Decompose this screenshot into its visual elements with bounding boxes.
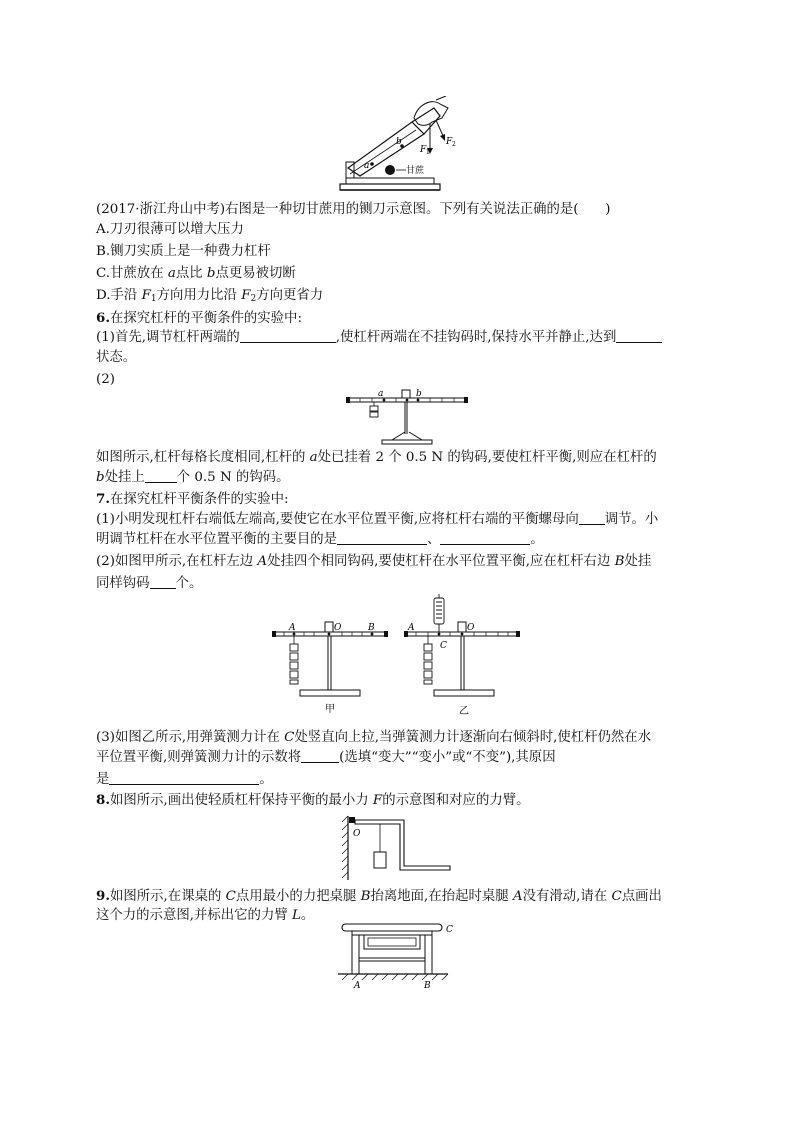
label-f1: F: [420, 145, 427, 155]
q6-part2-line2: [96, 469, 290, 487]
q9-l2-text1: 这个力的示意图,并标出它的力臂: [96, 908, 292, 923]
q6-p3-text2: 处已挂着 2 个 0.5 N 的钩码,要使杠杆平衡,则应在杠杆的: [317, 450, 657, 465]
q8-fig-label-o: O: [353, 829, 361, 839]
yi-label-o: O: [467, 623, 475, 633]
jia-label-b: B: [368, 623, 375, 633]
q7-part3-line3: [96, 771, 273, 789]
yi-label-c: C: [440, 641, 447, 651]
label-f2: F: [446, 137, 453, 147]
q8-text2: 的示意图和对应的力臂。: [382, 793, 530, 808]
q8-text1: 如图所示,画出使轻质杠杆保持平衡的最小力: [109, 793, 373, 808]
label-a: a: [364, 161, 370, 171]
yi-label-a: A: [408, 623, 415, 633]
q5-option-d: [96, 287, 323, 308]
q7-p4-text2: 个。: [175, 576, 203, 591]
q7-p6-text1: 平位置平衡,则弹簧测力计的示数将: [96, 750, 302, 765]
q8-lever-figure: [340, 812, 454, 882]
q6-part2-label: (2): [96, 372, 115, 387]
q5-c-var-b: b: [206, 266, 216, 281]
q5-d-text1: D.手沿: [96, 288, 142, 303]
q9-l1-text1: 如图所示,在课桌的: [109, 889, 226, 904]
q6-title: [96, 309, 302, 328]
q5-option-a: A.刀刃很薄可以增大压力: [96, 222, 244, 237]
q7-blank-4[interactable]: [150, 575, 176, 589]
q9-fig-label-c: C: [446, 925, 453, 935]
q7-part2-line1: [96, 553, 651, 571]
q7-part1-line1: [96, 511, 658, 529]
q6-blank-1[interactable]: [240, 329, 336, 343]
q9-fig-label-b: B: [424, 981, 431, 991]
q6-part1-end: 状态。: [96, 350, 137, 365]
q7-p3-text3: 处挂: [624, 554, 652, 569]
q5-c-var-a: a: [167, 266, 176, 281]
q9-l1-text2: 点用最小的力把桌腿: [235, 889, 361, 904]
q6-fig-label-a: a: [378, 389, 384, 399]
q5-d-text3: 方向更省力: [256, 288, 324, 303]
q9-l1-text4: 没有滑动,请在: [522, 889, 612, 904]
q6-part2-line1: [96, 449, 657, 467]
q7-blank-2[interactable]: [337, 531, 427, 545]
q7-part3-line2: [96, 749, 556, 767]
q7-figure-jia: [272, 620, 388, 720]
q9-l1-text5: 点画出: [621, 889, 662, 904]
q7-title: [96, 490, 289, 509]
q9-l1-var-a: A: [512, 889, 523, 904]
q5-d-var-f1: F: [141, 288, 151, 303]
q7-p1-text1: (1)小明发现杠杆右端低左端高,要使它在水平位置平衡,应将杠杆右端的平衡螺母向: [96, 512, 579, 527]
q7-number: 7.: [96, 491, 110, 507]
q5-d-text2: 方向用力比沿: [156, 288, 242, 303]
q7-p1-text2: 调节。小: [604, 512, 659, 527]
q5-option-c: [96, 265, 296, 283]
q6-p3-var-a: a: [309, 450, 318, 465]
q6-blank-2[interactable]: [616, 329, 662, 343]
q8-number: 8.: [96, 792, 110, 808]
q6-p1-text1: (1)首先,调节杠杆两端的: [96, 330, 240, 345]
q5-c-text3: 点更易被切断: [215, 266, 296, 281]
q5-d-sub2: 2: [250, 294, 257, 304]
q6-p3-text1: 如图所示,杠杆每格长度相同,杠杆的: [96, 450, 310, 465]
q6-number: 6.: [96, 310, 110, 326]
q5-d-sub1: 1: [150, 294, 157, 304]
label-f1-sub: 1: [426, 149, 430, 156]
q9-desk-figure: [336, 920, 460, 992]
q7-p5-text2: 处竖直向上拉,当弹簧测力计逐渐向右倾斜时,使杠杆仍然在水: [294, 730, 652, 745]
q7-p2-text3: 。: [530, 532, 544, 547]
q9-l1-text3: 抬离地面,在抬起时桌腿: [370, 889, 513, 904]
label-cane: 甘蔗: [406, 166, 425, 176]
q6-p4-text1: 处挂上: [104, 470, 145, 485]
q7-part1-line2: [96, 531, 544, 549]
q5-d-var-f2: F: [241, 288, 251, 303]
q7-p6-text2: (选填“变大”“变小”或“不变”),其原因: [339, 750, 556, 765]
q9-l1-var-c: C: [225, 889, 236, 904]
q6-p4-text2: 个 0.5 N 的钩码。: [176, 470, 290, 485]
q9-fig-label-a: A: [354, 981, 361, 991]
q6-p1-text2: ,使杠杆两端在不挂钩码时,保持水平并静止,达到: [335, 330, 617, 345]
q7-p7-text2: 。: [259, 772, 273, 787]
jia-label-o: O: [334, 623, 342, 633]
jia-label-a: A: [289, 623, 296, 633]
q7-p2-text1: 明调节杠杆在水平位置平衡的主要目的是: [96, 532, 338, 547]
q7-p2-text2: 、: [427, 532, 441, 547]
q7-p3-text2: 处挂四个相同钩码,要使杠杆在水平位置平衡,应在杠杆右边: [267, 554, 615, 569]
q7-part3-line1: [96, 729, 651, 747]
chaff-cutter-figure: [336, 96, 466, 196]
q7-blank-1[interactable]: [579, 511, 605, 525]
q5-c-text1: C.甘蔗放在: [96, 266, 168, 281]
q7-blank-6[interactable]: [109, 771, 259, 785]
q6-blank-3[interactable]: [145, 469, 177, 483]
q8-var-f: F: [372, 793, 383, 808]
q6-fig-label-b: b: [416, 389, 422, 399]
q5-option-b: B.铡刀实质上是一种费力杠杆: [96, 244, 271, 259]
q6-part1: [96, 329, 662, 347]
label-b: b: [396, 137, 402, 147]
q8-text: [96, 791, 530, 810]
q7-p5-var-c: C: [284, 730, 295, 745]
q7-title-text: 在探究杠杆平衡条件的实验中:: [109, 492, 289, 507]
q7-part2-line2: [96, 575, 202, 593]
q7-blank-5[interactable]: [301, 749, 339, 763]
q5-stem: (2017·浙江舟山中考)右图是一种切甘蔗用的铡刀示意图。下列有关说法正确的是( ): [96, 202, 611, 217]
q7-p3-var-a: A: [257, 554, 268, 569]
label-f2-sub: 2: [452, 141, 456, 148]
q5-c-text2: 点比: [175, 266, 207, 281]
q7-p5-text1: (3)如图乙所示,用弹簧测力计在: [96, 730, 285, 745]
q9-line1: [96, 887, 662, 906]
q6-lever-figure: [346, 386, 468, 446]
q7-figure-yi: [404, 592, 522, 720]
q7-p7-text1: 是: [96, 772, 110, 787]
q7-p3-var-b: B: [614, 554, 625, 569]
q9-number: 9.: [96, 888, 110, 904]
q9-l1-var-c2: C: [611, 889, 622, 904]
yi-caption: 乙: [459, 706, 469, 717]
q9-line2: [96, 907, 314, 925]
q7-p4-text1: 同样钩码: [96, 576, 150, 591]
q7-blank-3[interactable]: [440, 531, 530, 545]
q9-l2-var-l: L: [291, 908, 301, 923]
q6-p4-var-b: b: [96, 470, 105, 485]
q7-p3-text1: (2)如图甲所示,在杠杆左边: [96, 554, 258, 569]
q9-l2-text2: 。: [300, 908, 315, 923]
jia-caption: 甲: [325, 704, 335, 715]
q6-title-text: 在探究杠杆的平衡条件的实验中:: [109, 311, 302, 326]
q9-l1-var-b: B: [360, 889, 371, 904]
